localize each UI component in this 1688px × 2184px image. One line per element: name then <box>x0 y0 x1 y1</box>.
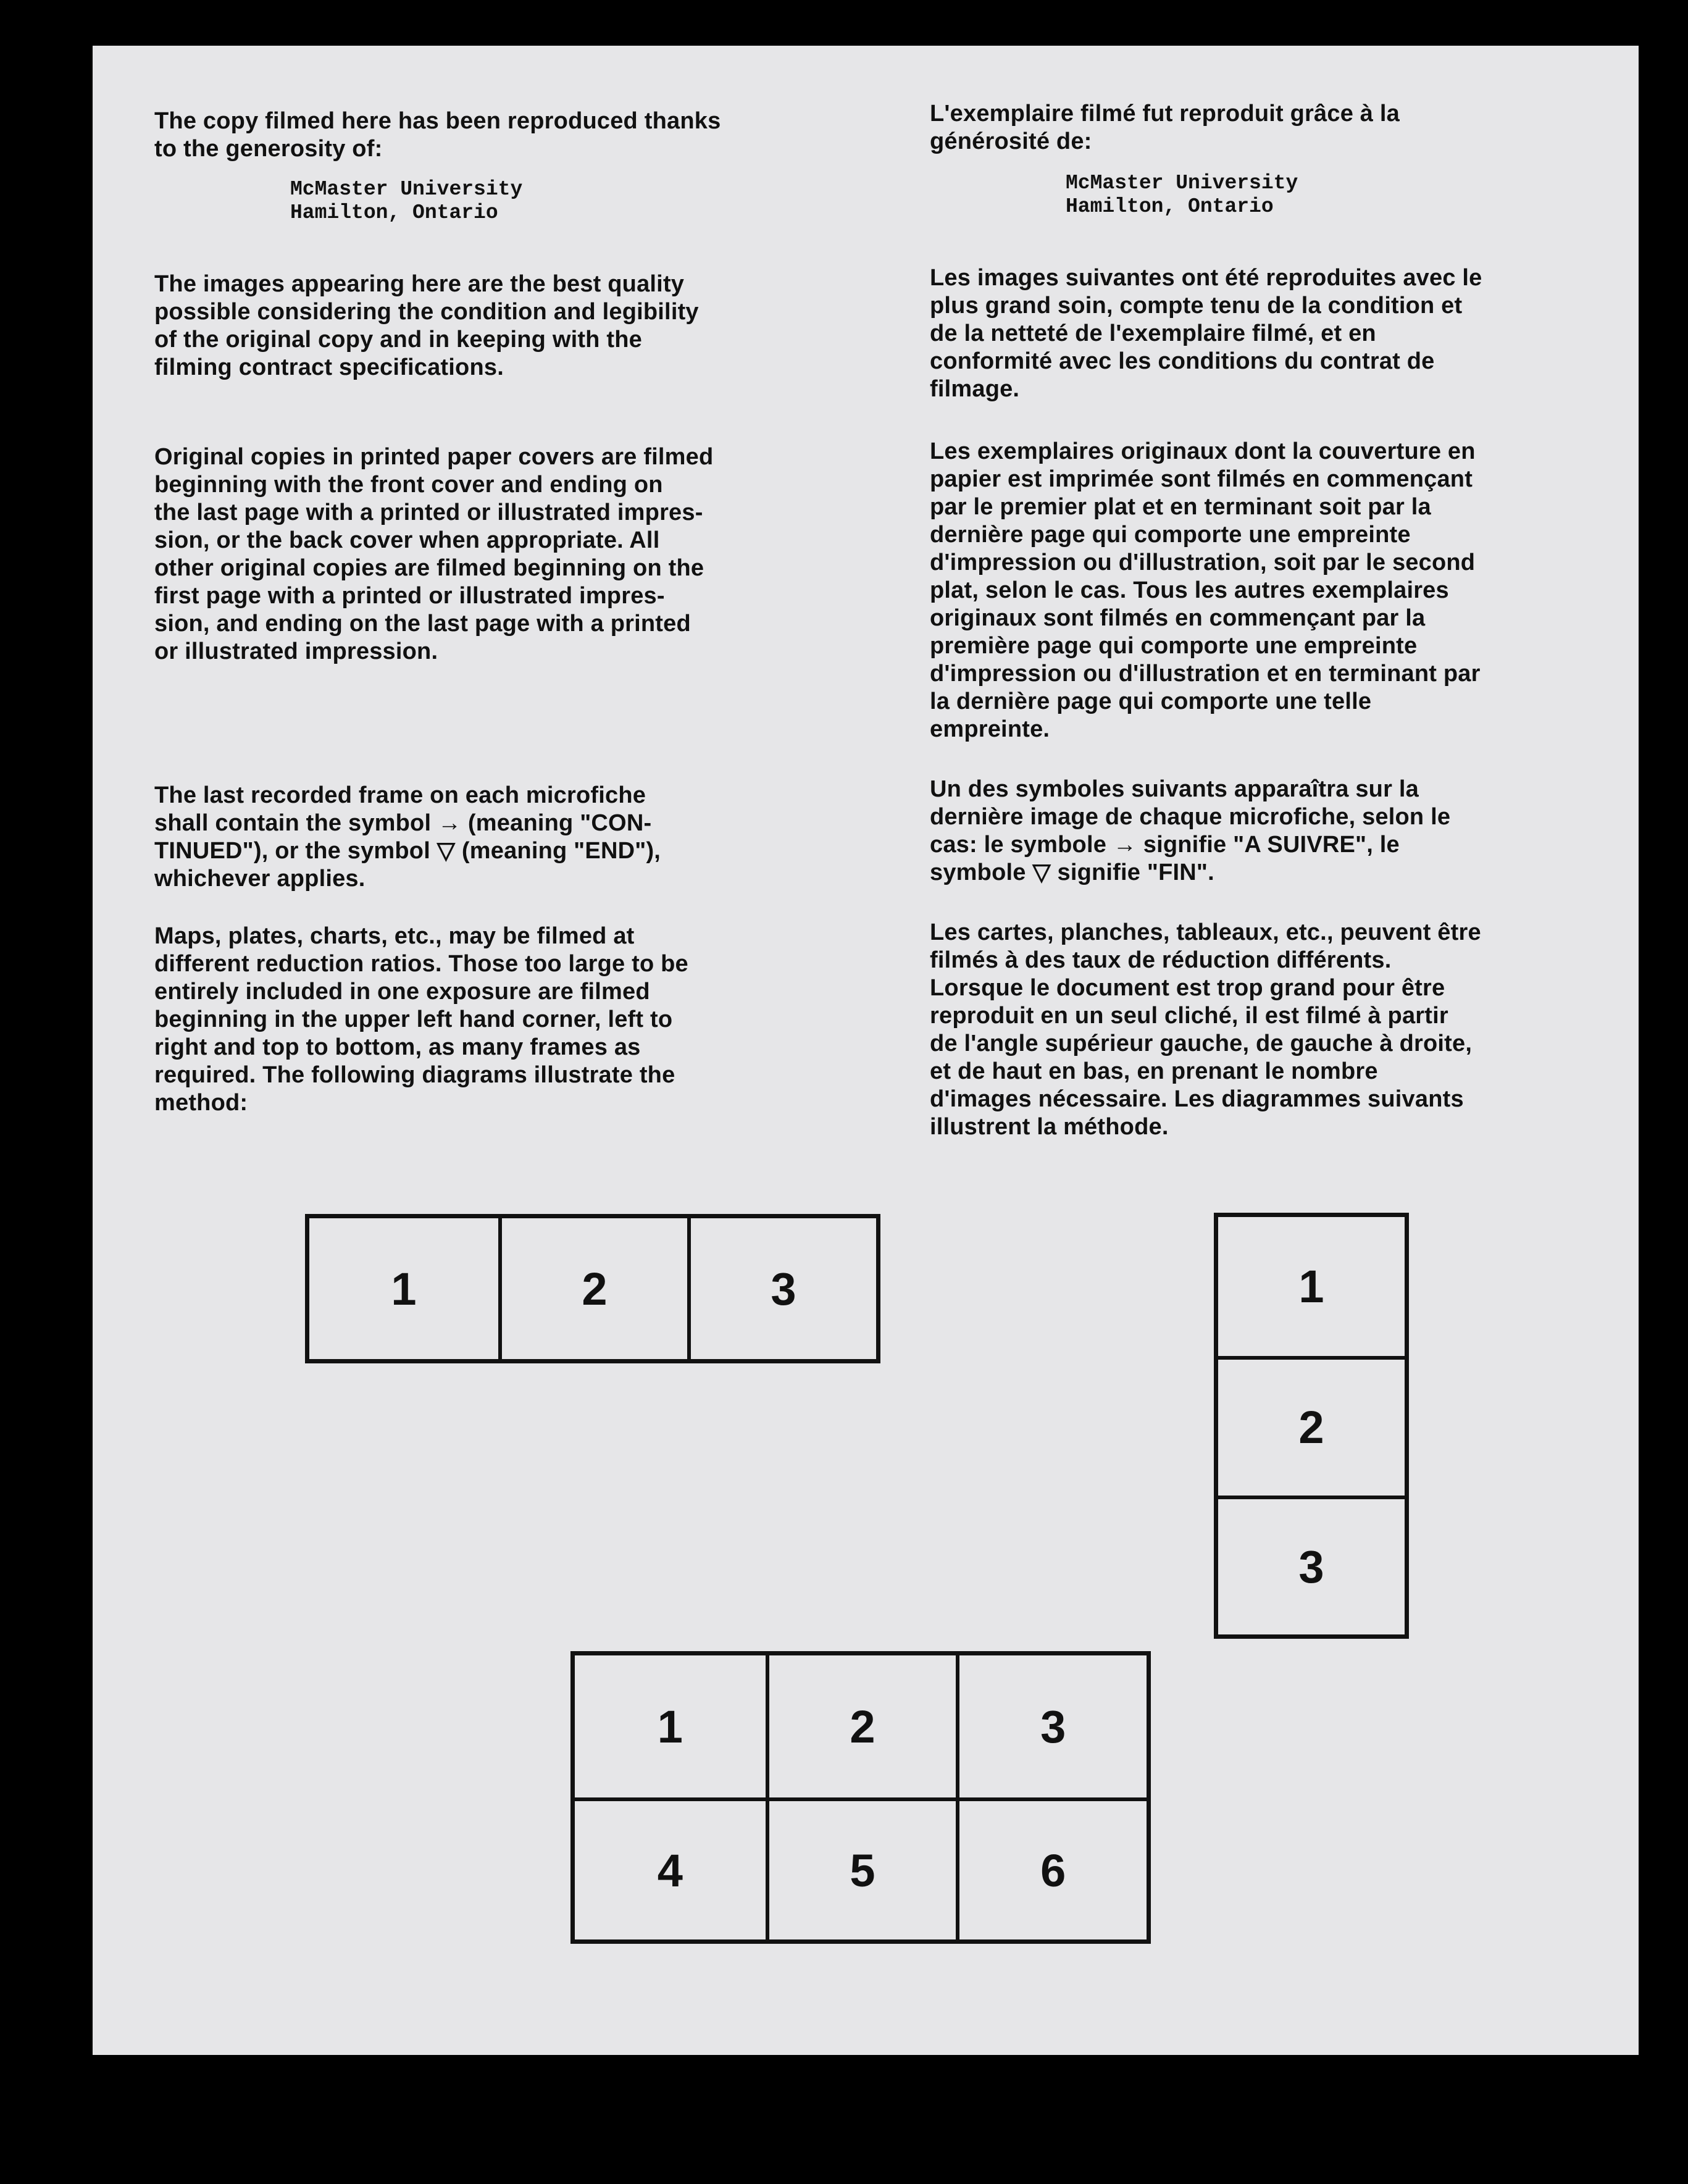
frame-cell: 3 <box>956 1655 1147 1797</box>
frame-cell: 2 <box>498 1218 687 1359</box>
vertical-frames-diagram <box>1214 1213 1409 1639</box>
frame-cell: 1 <box>1298 1261 1324 1313</box>
fr-image-quality-text: Les images suivantes ont été reproduites avec le plus grand soin, compte tenu de la condition et de la netteté de l'exemplaire filmé, et en conformité avec les conditions du contrat de filmage. <box>930 265 1482 402</box>
en-symbols-text: The last recorded frame on each microfiche shall contain the symbol → (meaning "CON- TINUED"), or the symbol ▽ (meaning "END"), whichever applies. <box>154 782 661 892</box>
french-column <box>930 100 1609 1141</box>
en-original-copies-text: Original copies in printed paper covers are filmed beginning with the front cover and ending on the last page with a printed or illustrated impres- sion, or the back cover when appropriate. All other original copies are filmed beginning on the first page with a printed or illustrated impres- sion, and ending on the last page with a printed or illustrated impression. <box>154 444 714 664</box>
en-institution-address: McMaster University Hamilton, Ontario <box>290 178 523 224</box>
fr-symbols-text: Un des symboles suivants apparaîtra sur la dernière image de chaque microfiche, selon le cas: le symbole → signifie "A SUIVRE", le symbole ▽ signifie "FIN". <box>930 776 1451 885</box>
frame-cell: 1 <box>657 1701 683 1752</box>
en-generosity-text: The copy filmed here has been reproduced thanks to the generosity of: <box>154 108 721 162</box>
frame-cell: 3 <box>1218 1496 1405 1634</box>
horizontal-frames-diagram <box>305 1214 880 1363</box>
fr-institution-address: McMaster University Hamilton, Ontario <box>1066 172 1298 218</box>
frame-cell: 6 <box>956 1797 1147 1939</box>
fr-reduction-text: Les cartes, planches, tableaux, etc., peuvent être filmés à des taux de réduction différents. Lorsque le document est trop grand pour être reproduit en un seul cliché, il est filmé à partir de l'angle supérieur gauche, de gauche à droite, et de haut en bas, en prenant le nombre d'images nécessaire. Les diagrammes suivants illustrent la méthode. <box>930 919 1481 1140</box>
frame-cell: 2 <box>1218 1356 1405 1495</box>
en-reduction-text: Maps, plates, charts, etc., may be filmed at different reduction ratios. Those too large to be entirely included in one exposure are filmed beginning in the upper left hand corner, left to right and top to bottom, as many frames as required. The following diagrams illustrate the method: <box>154 923 688 1116</box>
frame-cell: 4 <box>575 1797 766 1939</box>
filmed-page <box>93 46 1639 2055</box>
frame-cell: 2 <box>766 1655 956 1797</box>
frame-cell: 5 <box>766 1797 956 1939</box>
frame-cell: 1 <box>391 1263 417 1315</box>
fr-generosity-text: L'exemplaire filmé fut reproduit grâce à la générosité de: <box>930 101 1400 154</box>
en-image-quality-text: The images appearing here are the best quality possible considering the condition and legibility of the original copy and in keeping with the filming contract specifications. <box>154 271 699 380</box>
six-frames-diagram <box>570 1651 1151 1944</box>
english-column <box>154 107 834 1117</box>
fr-original-copies-text: Les exemplaires originaux dont la couverture en papier est imprimée sont filmés en commençant par le premier plat et en terminant soit par la dernière page qui comporte une empreinte d'impression ou d'illustration, soit par le second plat, selon le cas. Tous les autres exemplaires originaux sont filmés en commençant par la première page qui comporte une empreinte d'impression ou d'illustration et en terminant par la dernière page qui comporte une telle empreinte. <box>930 438 1481 742</box>
frame-cell: 3 <box>687 1218 876 1359</box>
